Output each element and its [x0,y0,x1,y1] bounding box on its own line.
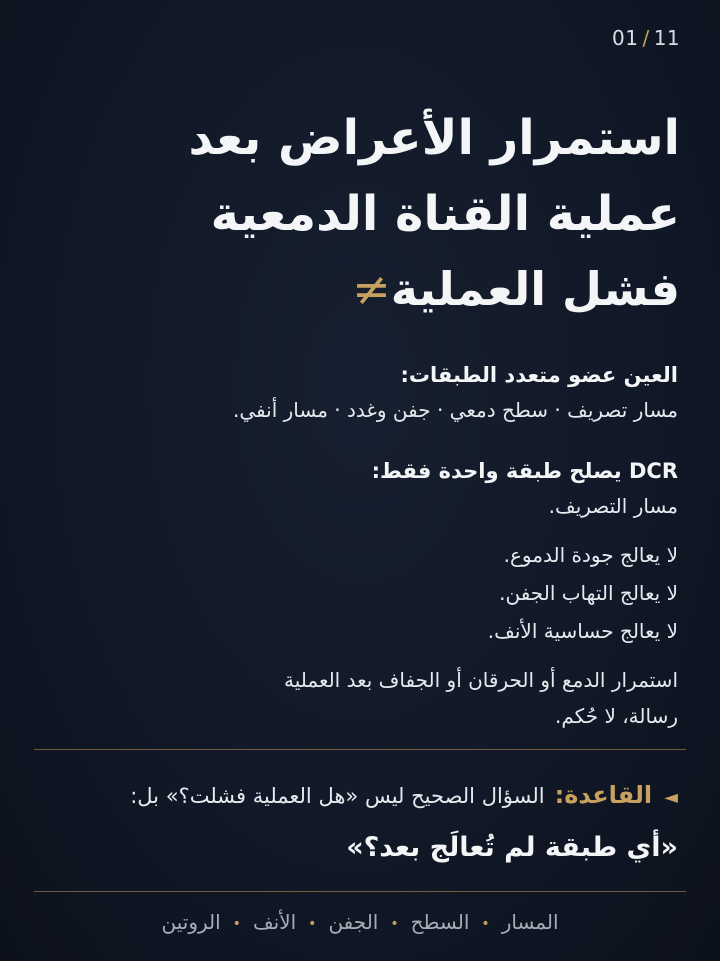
rule-text: السؤال الصحيح ليس «هل العملية فشلت؟» بل: [130,784,545,808]
divider-bottom [34,891,686,892]
footer-item-surface: السطح [410,910,470,934]
page-total: 11 [653,26,681,50]
rule-question: «أي طبقة لم تُعالَج بعد؟» [346,832,678,863]
limit-item: لا يعالج حساسية الأنف. [487,619,678,643]
section-message [38,662,678,734]
title-subline [40,256,680,322]
divider-top [34,749,686,750]
title-line-2: عملية القناة الدمعية [210,186,680,242]
section-limits [38,536,678,650]
rule-line [38,776,678,817]
message-line-2: رسالة، لا حُكم. [555,704,678,728]
section-dcr-text: مسار التصريف. [548,494,678,518]
rule-label: القاعدة: [554,781,653,809]
limit-item: لا يعالج جودة الدموع. [503,543,678,567]
page-title [40,100,680,252]
section-layers [38,358,678,428]
footer-separator: • [481,915,490,932]
page-current: 01 [612,26,639,50]
page-separator: / [642,26,650,50]
footer-item-routine: الروتين [161,910,221,934]
footer-nav [0,904,720,942]
section-layers-items: مسار تصريف · سطح دمعي · جفن وغدد · مسار أنفي. [233,398,678,422]
arrow-left-icon: ◄ [664,787,678,808]
footer-item-eyelid: الجفن [328,910,379,934]
title-line-1: استمرار الأعراض بعد [188,110,680,166]
section-dcr-heading: DCR يصلح طبقة واحدة فقط: [371,459,678,483]
section-layers-heading: العين عضو متعدد الطبقات: [400,363,678,387]
not-equal-icon: ≠ [352,262,391,316]
footer-item-nose: الأنف [252,910,297,934]
section-dcr [38,454,678,524]
limit-item: لا يعالج التهاب الجفن. [499,581,678,605]
footer-separator: • [390,915,399,932]
message-line-1: استمرار الدمع أو الحرقان أو الجفاف بعد العملية [284,668,678,692]
page-counter [612,26,680,50]
footer-separator: • [232,915,241,932]
footer-item-path: المسار [501,910,559,934]
title-line-3: فشل العملية [390,262,680,316]
footer-separator: • [308,915,317,932]
